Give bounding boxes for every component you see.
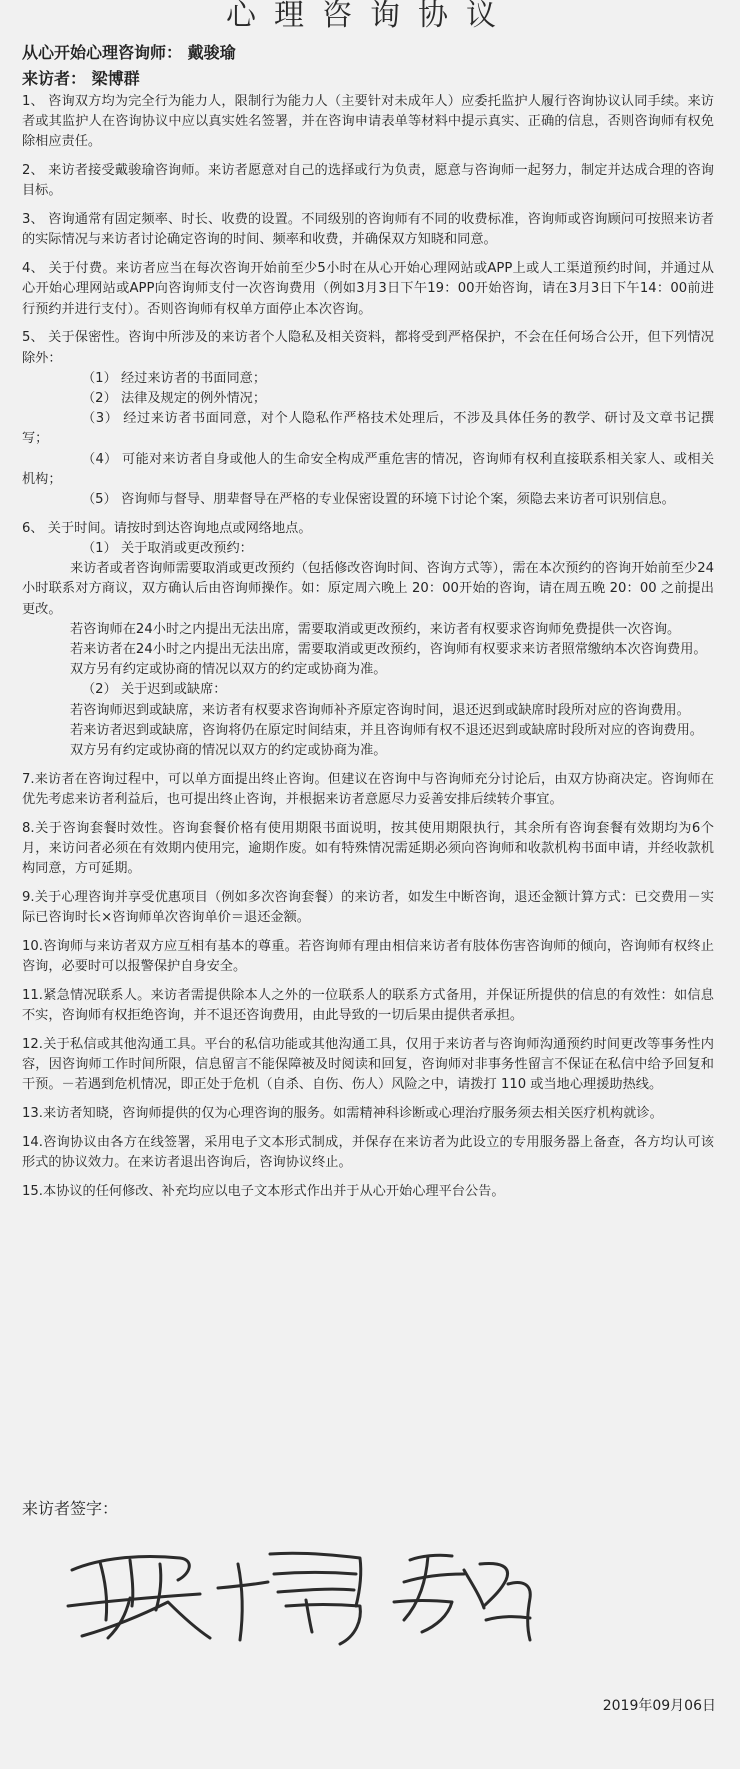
signing-date: 2019年09月06日 (602, 1698, 716, 1714)
clause-6-sub2-para: 若来访者迟到或缺席，咨询将仍在原定时间结束，并且咨询师有权不退还迟到或缺席时段所对应的咨询费用。 (70, 722, 703, 738)
page-title: 心理咨询协议 (226, 0, 514, 33)
clause-5 (22, 328, 714, 510)
clause-6-sub2-para: 若咨询师迟到或缺席，来访者有权要求咨询师补齐原定咨询时间，退还迟到或缺席时段所对应的咨询费用。 (70, 702, 690, 718)
clause-6-sub1-para: 若咨询师在24小时之内提出无法出席，需要取消或更改预约，来访者有权要求咨询师免费提供一次咨询。 (70, 621, 681, 637)
clause-10: 10.咨询师与来访者双方应互相有基本的尊重。若咨询师有理由相信来访者有肢体伤害咨询师的倾向，咨询师有权终止咨询，必要时可以报警保护自身安全。 (22, 939, 714, 975)
client-line: 来访者： 梁博群 (22, 69, 140, 88)
clause-1: 1、 咨询双方均为完全行为能力人，限制行为能力人（主要针对未成年人）应委托监护人履行咨询协议认同手续。来访者或其监护人在咨询协议中应以真实姓名签署，并在咨询申请表单等材料中提示真实、正确的信息，否则咨询师有权免除相应责任。 (22, 94, 714, 150)
clause-12: 12.关于私信或其他沟通工具。平台的私信功能或其他沟通工具，仅用于来访者与咨询师沟通预约时间更改等事务性内容，因咨询师工作时间所限，信息留言不能保障被及时阅读和回复，咨询师对非事务性留言不保证在私信中给予回复和干预。－若遇到危机情况，即正处于危机（自杀、自伤、伤人）风险之中，请拨打 110 或当地心理援助热线。 (22, 1037, 714, 1093)
clause-5-intro: 5、 关于保密性。咨询中所涉及的来访者个人隐私及相关资料，都将受到严格保护，不会在任何场合公开，但下列情况除外： (22, 330, 714, 366)
clause-6-sub1-para: 若来访者在24小时之内提出无法出席，需要取消或更改预约，咨询师有权要求来访者照常缴纳本次咨询费用。 (70, 642, 707, 658)
clause-14: 14.咨询协议由各方在线签署，采用电子文本形式制成，并保存在来访者为此设立的专用服务器上备查，各方均认可该形式的协议效力。在来访者退出咨询后，咨询协议终止。 (22, 1135, 714, 1171)
clause-5-item: （4） 可能对来访者自身或他人的生命安全构成严重危害的情况，咨询师有权利直接联系相关家人、或相关机构； (22, 451, 714, 487)
handwritten-signature (60, 1540, 580, 1650)
clause-6-sub2-title: （2） 关于迟到或缺席： (82, 682, 227, 698)
clause-8: 8.关于咨询套餐时效性。咨询套餐价格有使用期限书面说明，按其使用期限执行，其余所有咨询套餐有效期均为6个月，来访问者必须在有效期内使用完，逾期作废。如有特殊情况需延期必须向咨询师和收款机构书面申请，并经收款机构同意，方可延期。 (22, 820, 714, 877)
clause-6-sub2-para: 双方另有约定或协商的情况以双方的约定或协商为准。 (70, 743, 387, 759)
clause-3: 3、 咨询通常有固定频率、时长、收费的设置。不同级别的咨询师有不同的收费标准，咨询师或咨询顾问可按照来访者的实际情况与来访者讨论确定咨询的时间、频率和收费，并确保双方知晓和同意。 (22, 212, 714, 248)
agreement-body (22, 92, 714, 1211)
clause-5-item: （3） 经过来访者书面同意，对个人隐私作严格技术处理后，不涉及具体任务的教学、研讨及文章书记撰写； (22, 411, 714, 447)
clause-6-sub1-title: （1） 关于取消或更改预约： (82, 541, 253, 557)
clause-4: 4、 关于付费。来访者应当在每次咨询开始前至少5小时在从心开始心理网站或APP上或人工渠道预约时间，并通过从心开始心理网站或APP向咨询师支付一次咨询费用（例如3月3日下午19：00开始咨询，请在3月3日下午14：00前进行预约并进行支付）。否则咨询师有权单方面停止本次咨询。 (22, 261, 714, 317)
clause-5-item: （1） 经过来访者的书面同意； (82, 370, 267, 386)
clause-15: 15.本协议的任何修改、补充均应以电子文本形式作出并于从心开始心理平台公告。 (22, 1184, 505, 1200)
clause-6-sub1-para: 双方另有约定或协商的情况以双方的约定或协商为准。 (70, 662, 387, 678)
clause-5-item: （2） 法律及规定的例外情况； (82, 391, 267, 407)
clause-2: 2、 来访者接受戴骏瑜咨询师。来访者愿意对自己的选择或行为负责，愿意与咨询师一起努力，制定并达成合理的咨询目标。 (22, 163, 714, 199)
signature-label: 来访者签字： (22, 1499, 119, 1518)
clause-6 (22, 519, 714, 761)
clause-6-intro: 6、 关于时间。请按时到达咨询地点或网络地点。 (22, 520, 312, 536)
clause-9: 9.关于心理咨询并享受优惠项目（例如多次咨询套餐）的来访者，如发生中断咨询，退还金额计算方式：已交费用－实际已咨询时长×咨询师单次咨询单价＝退还金额。 (22, 890, 714, 926)
clause-7: 7.来访者在咨询过程中，可以单方面提出终止咨询。但建议在咨询中与咨询师充分讨论后，由双方协商决定。咨询师在优先考虑来访者利益后，也可提出终止咨询，并根据来访者意愿尽力妥善安排后续转介事宜。 (22, 771, 714, 808)
clause-5-item: （5） 咨询师与督导、朋辈督导在严格的专业保密设置的环境下讨论个案，须隐去来访者可识别信息。 (82, 492, 675, 508)
clause-13: 13.来访者知晓，咨询师提供的仅为心理咨询的服务。如需精神科诊断或心理治疗服务须去相关医疗机构就诊。 (22, 1106, 663, 1122)
clause-11: 11.紧急情况联系人。来访者需提供除本人之外的一位联系人的联系方式备用，并保证所提供的信息的有效性：如信息不实，咨询师有权拒绝咨询，并不退还咨询费用，由此导致的一切后果由提供者承担。 (22, 988, 714, 1024)
counselor-line: 从心开始心理咨询师： 戴骏瑜 (22, 43, 236, 62)
clause-6-sub1-para: 来访者或者咨询师需要取消或更改预约（包括修改咨询时间、咨询方式等），需在本次预约的咨询开始前至少24小时联系对方商议，双方确认后由咨询师操作。如：原定周六晚上 20：00开始的咨询，请在周五晚 20：00 之前提出更改。 (22, 561, 714, 617)
